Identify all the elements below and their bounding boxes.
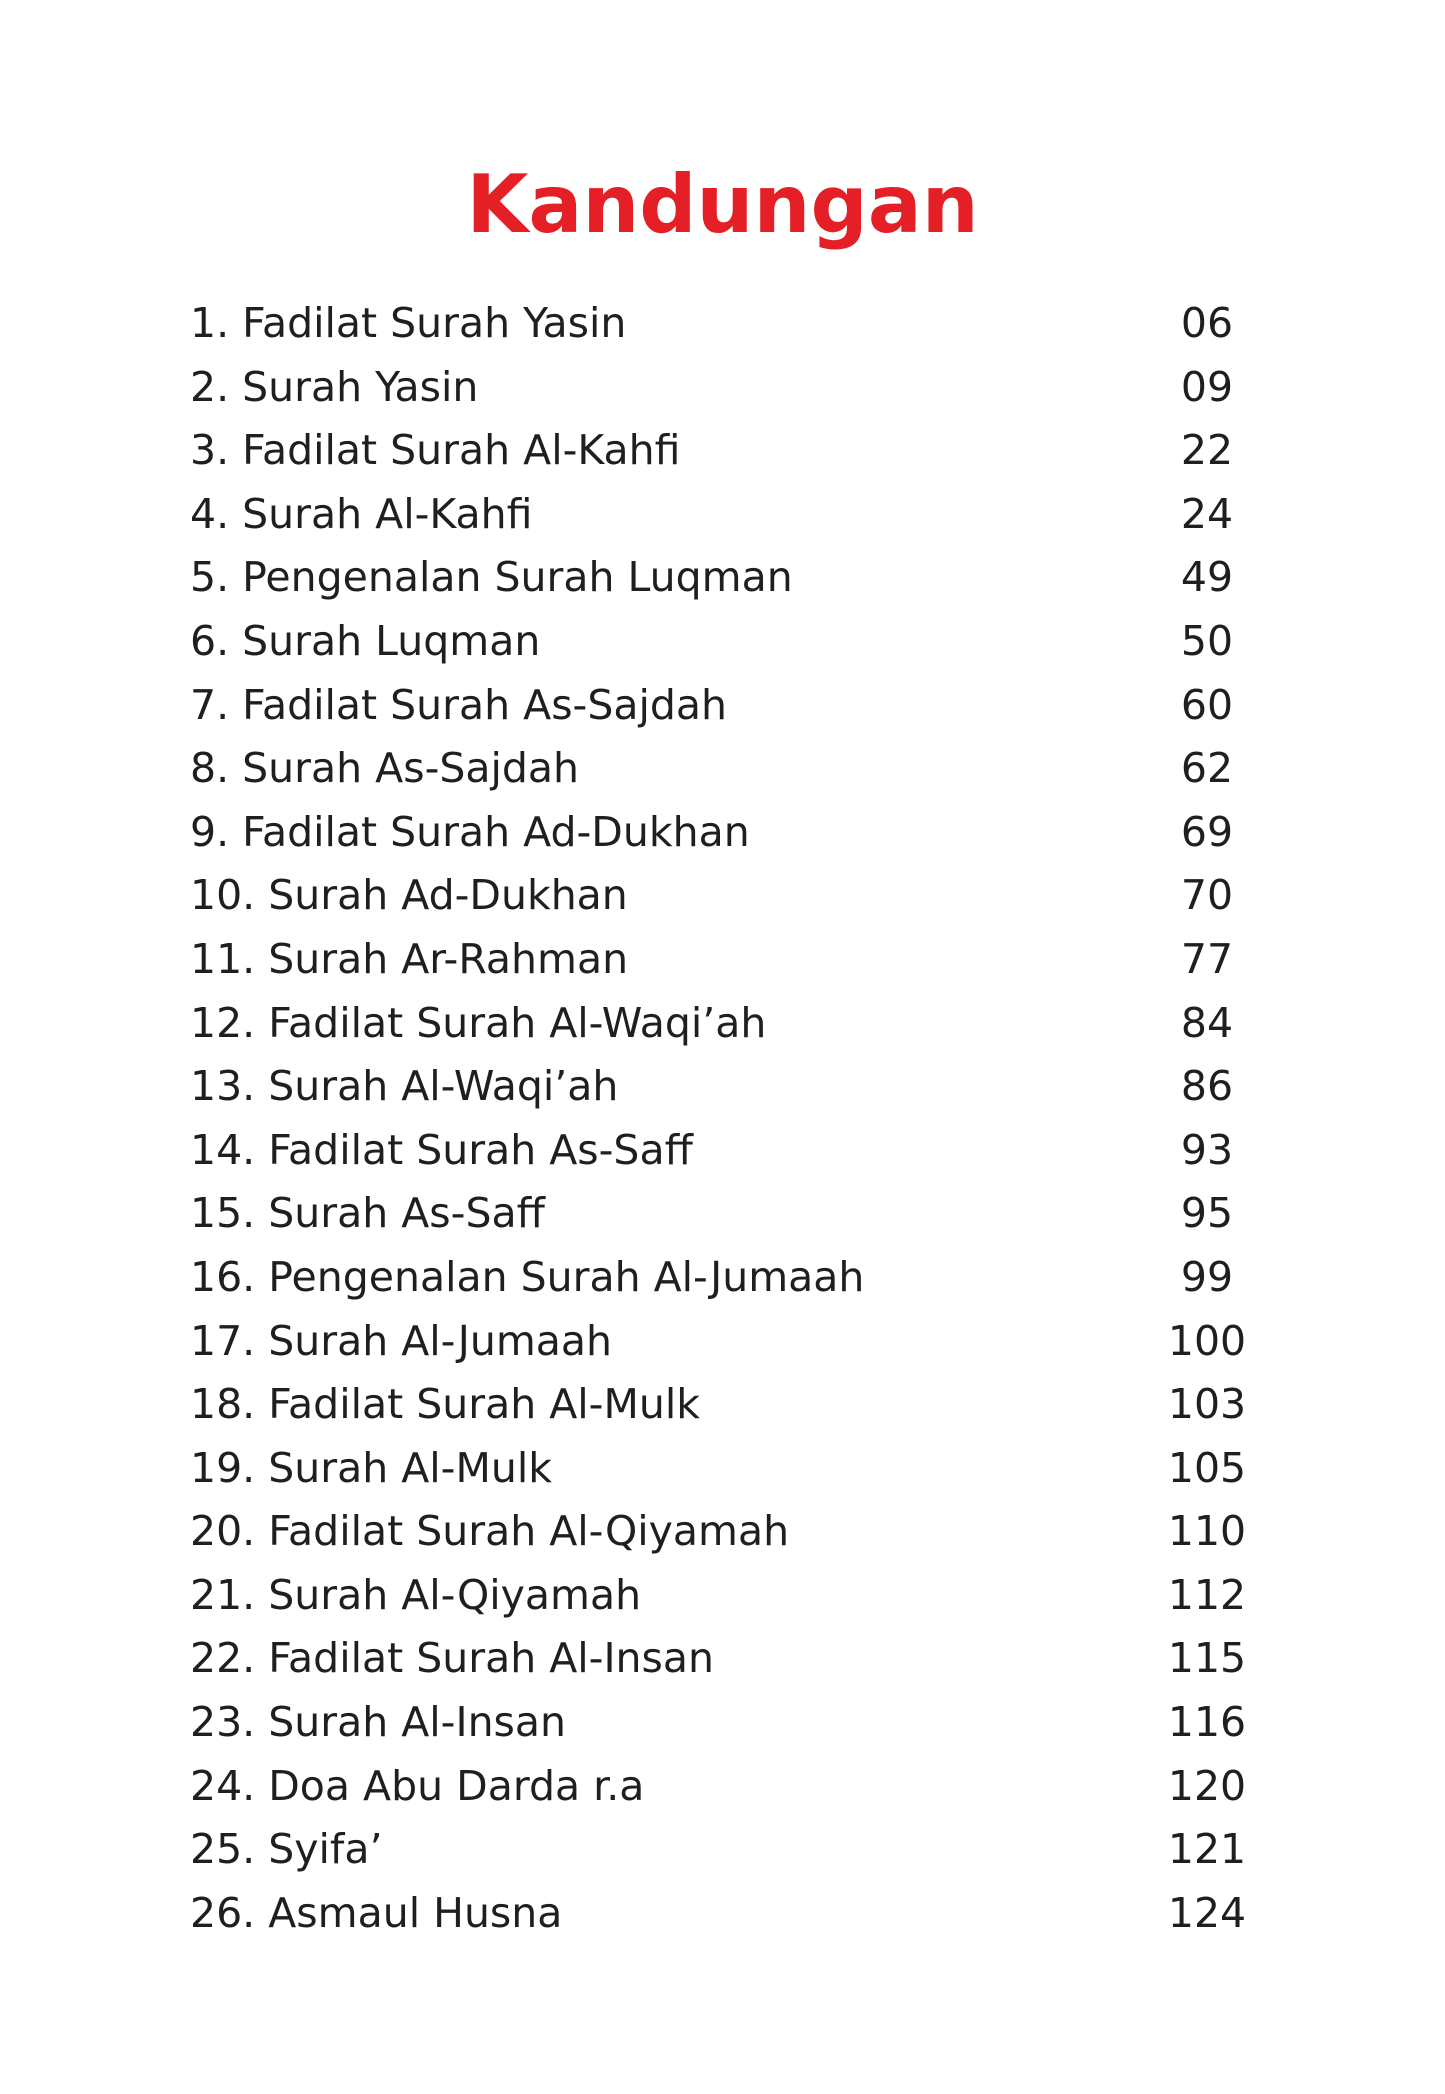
toc-page-number: 120 (1167, 1761, 1247, 1810)
toc-entry-title: 13. Surah Al-Waqi’ah (190, 1062, 619, 1111)
table-of-contents (190, 292, 1262, 1945)
page-title: Kandungan (466, 158, 979, 251)
toc-entry (190, 864, 1262, 928)
toc-entry-title: 19. Surah Al-Mulk (190, 1443, 552, 1492)
toc-page-number: 70 (1180, 871, 1234, 920)
toc-page-number: 24 (1180, 489, 1234, 538)
toc-entry (190, 292, 1262, 356)
toc-page-number: 62 (1180, 744, 1234, 793)
toc-entry-title: 14. Fadilat Surah As-Saff (190, 1125, 693, 1174)
toc-entry-title: 3. Fadilat Surah Al-Kahfi (190, 426, 681, 475)
toc-page-number: 124 (1167, 1888, 1247, 1937)
toc-entry-title: 23. Surah Al-Insan (190, 1698, 567, 1747)
toc-entry (190, 674, 1262, 738)
toc-page-number: 100 (1167, 1316, 1247, 1365)
toc-entry-title: 12. Fadilat Surah Al-Waqi’ah (190, 998, 767, 1047)
toc-entry (190, 1055, 1262, 1119)
toc-entry (190, 1627, 1262, 1691)
toc-page-number: 93 (1180, 1125, 1234, 1174)
toc-page-number: 84 (1180, 998, 1234, 1047)
toc-entry-title: 5. Pengenalan Surah Luqman (190, 553, 793, 602)
toc-page-number: 22 (1180, 426, 1234, 475)
toc-page-number: 09 (1180, 362, 1234, 411)
toc-entry-title: 1. Fadilat Surah Yasin (190, 299, 627, 347)
toc-page-number: 121 (1167, 1825, 1247, 1874)
toc-entry (190, 610, 1262, 674)
toc-entry (190, 356, 1262, 420)
toc-entry-title: 10. Surah Ad-Dukhan (190, 871, 628, 920)
toc-entry (190, 1691, 1262, 1755)
toc-page-number: 99 (1180, 1252, 1234, 1301)
toc-entry (190, 1564, 1262, 1628)
toc-page-number: 112 (1167, 1570, 1247, 1619)
toc-entry (190, 1437, 1262, 1501)
toc-page-number: 105 (1167, 1443, 1247, 1492)
toc-entry-title: 16. Pengenalan Surah Al-Jumaah (190, 1252, 865, 1301)
toc-page-number: 06 (1180, 299, 1234, 347)
toc-page-number: 95 (1180, 1189, 1234, 1238)
toc-entry (190, 1310, 1262, 1374)
toc-page-number: 69 (1180, 807, 1234, 856)
toc-page-number: 103 (1167, 1380, 1247, 1429)
toc-entry-title: 9. Fadilat Surah Ad-Dukhan (190, 807, 750, 856)
toc-entry-title: 6. Surah Luqman (190, 616, 541, 665)
toc-entry (190, 801, 1262, 865)
toc-entry-title: 7. Fadilat Surah As-Sajdah (190, 680, 728, 729)
toc-page-number: 50 (1180, 616, 1234, 665)
toc-entry (190, 1119, 1262, 1183)
toc-entry-title: 26. Asmaul Husna (190, 1888, 563, 1937)
toc-entry (190, 1882, 1262, 1946)
toc-entry (190, 419, 1262, 483)
toc-page-number: 77 (1180, 934, 1234, 983)
toc-entry-title: 4. Surah Al-Kahfi (190, 489, 533, 538)
toc-entry-title: 20. Fadilat Surah Al-Qiyamah (190, 1507, 790, 1556)
toc-entry-title: 25. Syifa’ (190, 1825, 383, 1874)
toc-entry (190, 483, 1262, 547)
toc-page-number: 110 (1167, 1507, 1247, 1556)
toc-entry (190, 1182, 1262, 1246)
toc-entry (190, 1818, 1262, 1882)
toc-entry (190, 1500, 1262, 1564)
toc-entry (190, 992, 1262, 1056)
toc-entry (190, 1755, 1262, 1819)
toc-page-number: 60 (1180, 680, 1234, 729)
toc-page-number: 116 (1167, 1698, 1247, 1747)
toc-entry-title: 21. Surah Al-Qiyamah (190, 1570, 642, 1619)
toc-entry-title: 15. Surah As-Saff (190, 1189, 545, 1238)
toc-entry (190, 1246, 1262, 1310)
toc-entry-title: 22. Fadilat Surah Al-Insan (190, 1634, 715, 1683)
toc-entry-title: 17. Surah Al-Jumaah (190, 1316, 613, 1365)
toc-page-number: 115 (1167, 1634, 1247, 1683)
toc-entry (190, 737, 1262, 801)
toc-entry-title: 18. Fadilat Surah Al-Mulk (190, 1380, 700, 1429)
toc-entry (190, 1373, 1262, 1437)
toc-entry-title: 8. Surah As-Sajdah (190, 744, 580, 793)
toc-entry (190, 546, 1262, 610)
toc-page-number: 86 (1180, 1062, 1234, 1111)
toc-entry (190, 928, 1262, 992)
toc-page-number: 49 (1180, 553, 1234, 602)
toc-entry-title: 2. Surah Yasin (190, 362, 479, 411)
toc-entry-title: 11. Surah Ar-Rahman (190, 934, 629, 983)
toc-entry-title: 24. Doa Abu Darda r.a (190, 1761, 645, 1810)
